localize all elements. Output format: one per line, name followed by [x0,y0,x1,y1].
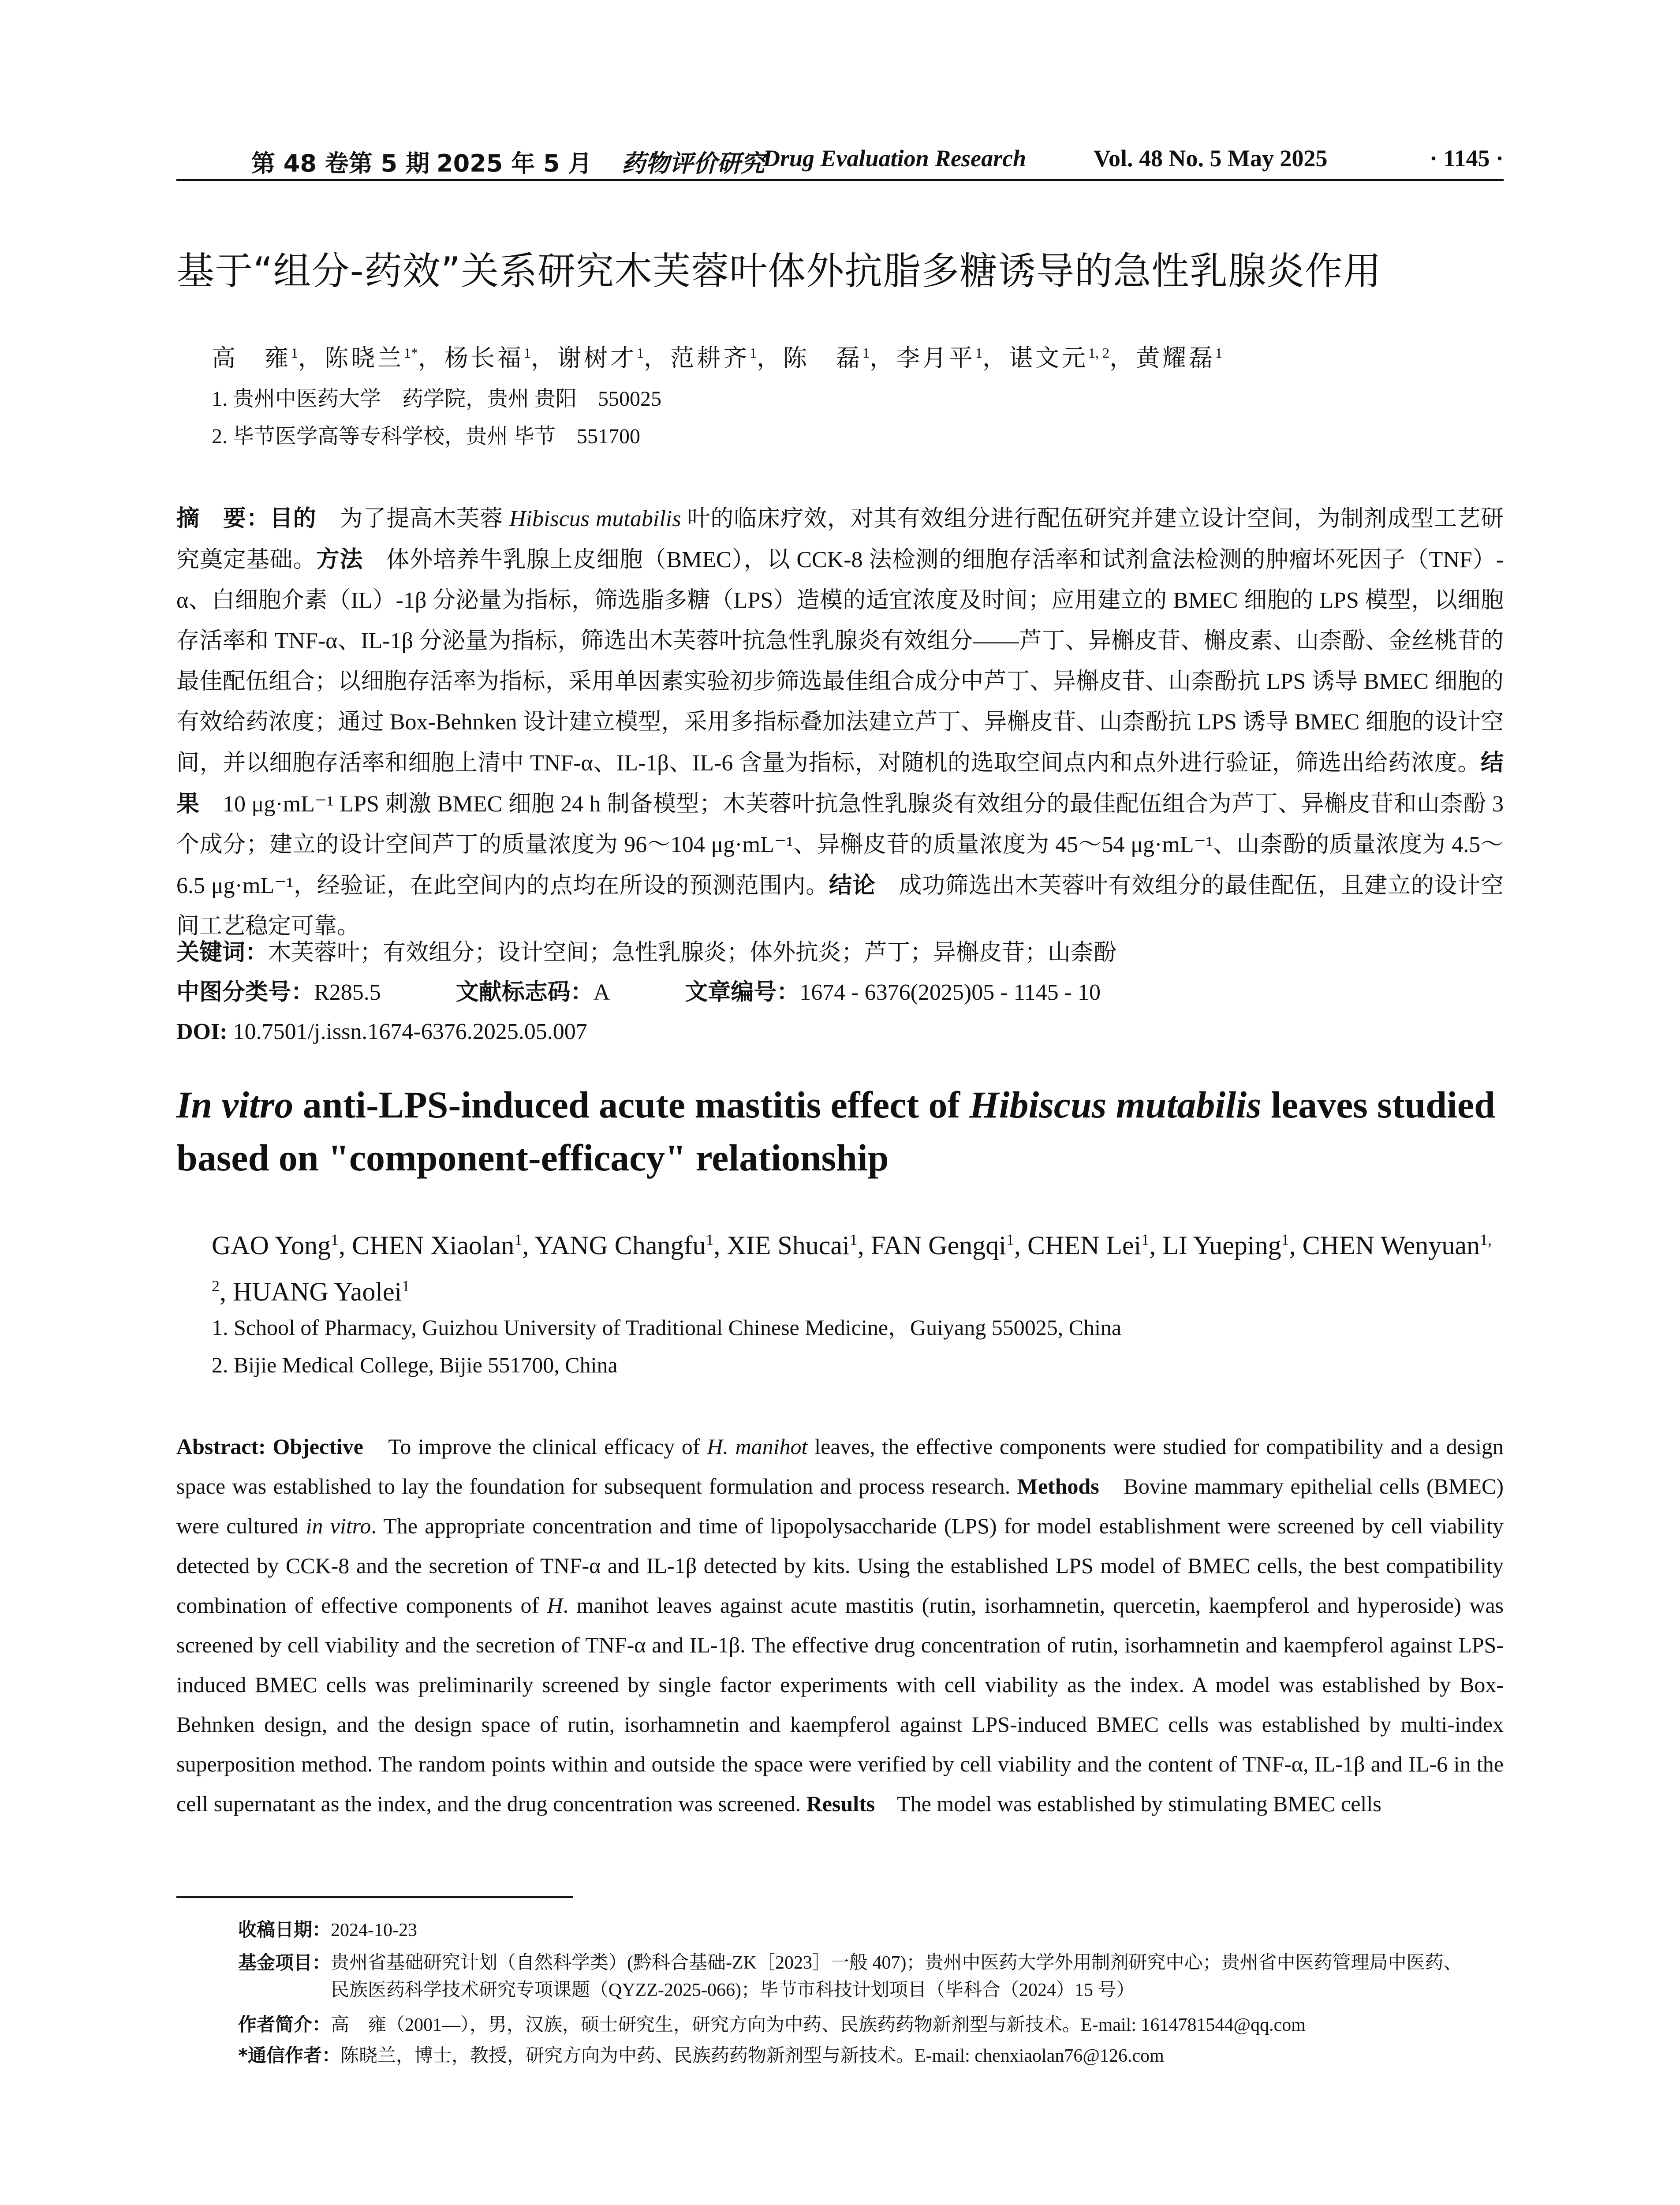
title-en [176,1078,1504,1184]
author-cn-affiliation-mark: 1 [750,345,757,361]
title-cn: 基于“组分-药效”关系研究木芙蓉叶体外抗脂多糖诱导的急性乳腺炎作用 [176,249,1382,293]
author-cn-affiliation-mark: 1, 2 [1088,345,1109,361]
author-separator: , [1289,1231,1303,1260]
author-en-affiliation-mark: 1 [402,1277,410,1295]
footnote-rule [176,1896,573,1898]
author-en: GAO Yong [212,1231,331,1260]
author-en: FAN Gengqi [870,1231,1006,1260]
abstract-cn [176,498,1504,947]
footnote-author-bio [238,2011,1504,2039]
journal-logo: 药物评价研究 [622,149,765,177]
abstract-en-label: Abstract: [176,1434,273,1459]
author-separator: ， [870,345,896,371]
author-separator: ， [644,345,670,371]
article-number-value: 1674 - 6376(2025)05 - 1145 - 10 [799,980,1101,1005]
methods-text-cn: 体外培养牛乳腺上皮细胞（BMEC），以 CCK-8 法检测的细胞存活率和试剂盒法检测的肿瘤坏死因子（TNF）-α、白细胞介素（IL）-1β 分泌量为指标，筛选脂多糖（LPS）造模的适宜浓度及时间；应用建立的 BMEC 细胞的 LPS 模型，以细胞存活率和 TNF-α、IL-1β 分泌量为指标，筛选出木芙蓉叶抗急性乳腺炎有效组分——芦丁、异槲皮苷、槲皮素、山柰酚、金丝桃苷的最佳配伍组合；以细胞存活率为指标，采用单因素实验初步筛选最佳组合成分中芦丁、异槲皮苷、山柰酚抗 LPS 诱导 BMEC 细胞的有效给药浓度；通过 Box-Behnken 设计建立模型，采用多指标叠加法建立芦丁、异槲皮苷、山柰酚抗 LPS 诱导 BMEC 细胞的设计空间，并以细胞存活率和细胞上清中 TNF-α、IL-1β、IL-6 含量为指标，对随机的选取空间点内和点外进行验证，筛选出给药浓度。 [176,547,1504,776]
author-en: HUANG Yaolei [233,1277,402,1306]
author-en: CHEN Wenyuan [1302,1231,1480,1260]
author-cn-affiliation-mark: 1* [404,345,418,361]
author-cn-affiliation-mark: 1 [862,345,870,361]
objective-text-cn: 为了提高木芙蓉 [316,506,509,531]
title-en-italic-a: In vitro [176,1084,294,1126]
clc-value: R285.5 [314,980,381,1005]
author-en: CHEN Lei [1027,1231,1142,1260]
methods-italic-en-a: in vitro [306,1514,371,1538]
affiliation-cn-1: 1. 贵州中医药大学 药学院，贵州 贵阳 550025 [212,387,662,411]
author-separator: ， [298,345,325,371]
author-separator: , [339,1231,352,1260]
author-en: CHEN Xiaolan [352,1231,515,1260]
author-en-affiliation-mark: 1 [1141,1231,1150,1248]
corresponding-label: *通信作者： [238,2044,340,2066]
results-text-cn: 10 μg·mL⁻¹ LPS 刺激 BMEC 细胞 24 h 制备模型；木芙蓉叶抗急性乳腺炎有效组分的最佳配伍组合为芦丁、异槲皮苷和山柰酚 3 个成分；建立的设计空间芦丁的质量浓度为 96～104 μg·mL⁻¹、异槲皮苷的质量浓度为 45～54 μg·mL⁻¹、山柰酚的质量浓度为 4.5～6.5 μg·mL⁻¹，经验证，在此空间内的点均在所设的预测范围内。 [176,792,1504,898]
keywords-cn [176,935,1116,971]
header-date-cn: 2025 年 5 月 [437,149,592,177]
author-cn: 谢树才 [557,345,637,371]
author-separator: , [713,1231,727,1260]
affiliation-cn-2: 2. 毕节医学高等专科学校，贵州 毕节 551700 [212,425,641,448]
author-cn: 陈晓兰 [325,345,404,371]
author-separator: ， [982,345,1009,371]
bio-value: 高 雍（2001—），男，汉族，硕士研究生，研究方向为中药、民族药药物新剂型与新技术。E-mail: 1614781544@qq.com [331,2015,1306,2035]
keywords-label-cn: 关键词： [176,939,269,966]
doi-line [176,1014,587,1050]
funding-label: 基金项目： [238,1952,331,1973]
author-en: XIE Shucai [727,1231,850,1260]
author-cn: 谌文元 [1009,345,1088,371]
title-en-italic-c: Hibiscus mutabilis [969,1084,1262,1126]
species-name-cn: Hibiscus mutabilis [509,506,681,531]
author-separator: , [1149,1231,1163,1260]
author-cn: 李月平 [896,345,975,371]
methods-italic-en-b: H [547,1593,563,1618]
author-separator: ， [757,345,783,371]
article-number-label: 文章编号： [685,979,800,1005]
author-cn: 高 雍 [212,345,291,371]
title-en-text-b: anti-LPS-induced acute mastitis effect of [293,1084,970,1126]
abstract-en [176,1427,1504,1824]
methods-text-en-c: . manihot leaves against acute mastitis (rutin, isorhamnetin, quercetin, kaempferol and hyperoside) was screened by cell viability and the secretion of TNF-α and IL-1β. The effective drug concentration of rutin, isorhamnetin and kaempferol against LPS-induced BMEC cells was preliminarily screened by single factor experiments with cell viability as the index. A model was established by Box-Behnken design, and the design space of rutin, isorhamnetin and kaempferol against LPS-induced BMEC cells was established by multi-index superposition method. The random points within and outside the space were verified by cell viability and the content of TNF-α, IL-1β and IL-6 in the cell supernatant as the index, and the drug concentration was screened. [176,1593,1504,1816]
footnote-received [238,1916,1504,1944]
keywords-text-cn: 木芙蓉叶；有效组分；设计空间；急性乳腺炎；体外抗炎；芦丁；异槲皮苷；山柰酚 [268,940,1117,965]
author-cn: 黄耀磊 [1136,345,1215,371]
footnote-funding [238,1949,1504,2004]
methods-label-cn: 方法 [316,546,363,573]
author-cn-affiliation-mark: 1 [524,345,531,361]
author-cn: 陈 磊 [783,345,862,371]
conclusion-text-cn: 成功筛选出木芙蓉叶有效组分的最佳配伍，且建立的设计空间工艺稳定可靠。 [176,873,1504,939]
classification-line [176,975,1101,1010]
author-cn: 范耕齐 [670,345,750,371]
funding-value: 贵州省基础研究计划（自然科学类）(黔科合基础-ZK［2023］一般 407)；贵州中医药大学外用制剂研究中心；贵州省中医药管理局中医药、民族医药科学技术研究专项课题（QYZZ-2025-066)；毕节市科技计划项目（毕科合（2024）15 号） [331,1953,1462,2000]
footnote-corresponding [238,2042,1504,2070]
methods-text-en-b: . The appropriate concentration and time of lipopolysaccharide (LPS) for model establishment were screened by cell viability detected by CCK-8 and the secretion of TNF-α and IL-1β detected by kits. Using the established LPS model of BMEC cells, the best compatibility combination of effective components of [176,1514,1504,1618]
authors-cn [212,335,1222,376]
doc-code-label: 文献标志码： [455,979,594,1005]
author-cn-affiliation-mark: 1 [291,345,298,361]
objective-text-cn-b: 叶的临床疗效，对其有效组分进行配伍研究并建立设计空间，为制剂成型工艺研究奠定基础。 [176,506,1504,572]
title-en-text-d: leaves studied based on "component-efficacy" relationship [176,1084,1495,1179]
results-text-en: The model was established by stimulating BMEC cells [875,1791,1381,1816]
authors-en [212,1219,1504,1312]
objective-label-en: Objective [273,1434,363,1459]
objective-label-cn: 目的 [269,505,317,532]
author-en: YANG Changfu [534,1231,706,1260]
author-en-affiliation-mark: 1 [706,1231,714,1248]
author-separator: , [1014,1231,1027,1260]
author-separator: , [220,1277,233,1306]
received-label: 收稿日期： [238,1919,331,1940]
author-separator: ， [418,345,444,371]
methods-text-en-a: Bovine mammary epithelial cells (BMEC) were cultured [176,1474,1504,1538]
results-label-en: Results [806,1791,875,1816]
doc-code-value: A [593,980,610,1005]
affiliation-en-2: 2. Bijie Medical College, Bijie 551700, China [212,1353,618,1377]
header-volume-cn: 第 48 卷第 5 期 [251,149,429,177]
received-value: 2024-10-23 [331,1920,417,1940]
doi-label: DOI: [176,1019,228,1044]
author-cn-affiliation-mark: 1 [975,345,982,361]
abstract-cn-label: 摘 要： [176,505,270,532]
objective-text-en: To improve the clinical efficacy of [363,1434,707,1459]
methods-label-en: Methods [1017,1474,1099,1499]
running-header [176,139,1504,181]
objective-text-en-b: leaves, the effective components were studied for compatibility and a design space was established to lay the foundation for subsequent formulation and process research. [176,1434,1504,1499]
author-separator: ， [531,345,557,371]
species-name-en: H. manihot [707,1434,808,1459]
affiliation-en-1: 1. School of Pharmacy, Guizhou University of Traditional Chinese Medicine，Guiyang 550025, China [212,1315,1122,1340]
results-label-cn: 结果 [176,750,1504,817]
author-en-affiliation-mark: 1 [849,1231,858,1248]
author-separator: , [857,1231,871,1260]
author-en: LI Yueping [1162,1231,1281,1260]
author-cn: 杨长福 [444,345,524,371]
author-en-affiliation-mark: 1 [514,1231,523,1248]
header-page-number: · 1145 · [1429,145,1504,172]
corresponding-value: 陈晓兰，博士，教授，研究方向为中药、民族药药物新剂型与新技术。E-mail: chenxiaolan76@126.com [340,2046,1164,2066]
author-cn-affiliation-mark: 1 [1215,345,1222,361]
clc-label: 中图分类号： [176,979,314,1005]
author-cn-affiliation-mark: 1 [637,345,644,361]
author-en-affiliation-mark: 1 [1006,1231,1014,1248]
author-separator: ， [1109,345,1136,371]
bio-label: 作者简介： [238,2014,331,2035]
author-separator: , [522,1231,535,1260]
header-journal-en: Drug Evaluation Research [763,145,1027,172]
author-en-affiliation-mark: 1 [331,1231,339,1248]
header-volume-en: Vol. 48 No. 5 May 2025 [1094,145,1328,172]
doi-value[interactable]: 10.7501/j.issn.1674-6376.2025.05.007 [227,1019,587,1044]
conclusion-label-cn: 结论 [829,872,876,899]
author-en-affiliation-mark: 1, 2 [212,1231,1492,1295]
author-en-affiliation-mark: 1 [1281,1231,1289,1248]
